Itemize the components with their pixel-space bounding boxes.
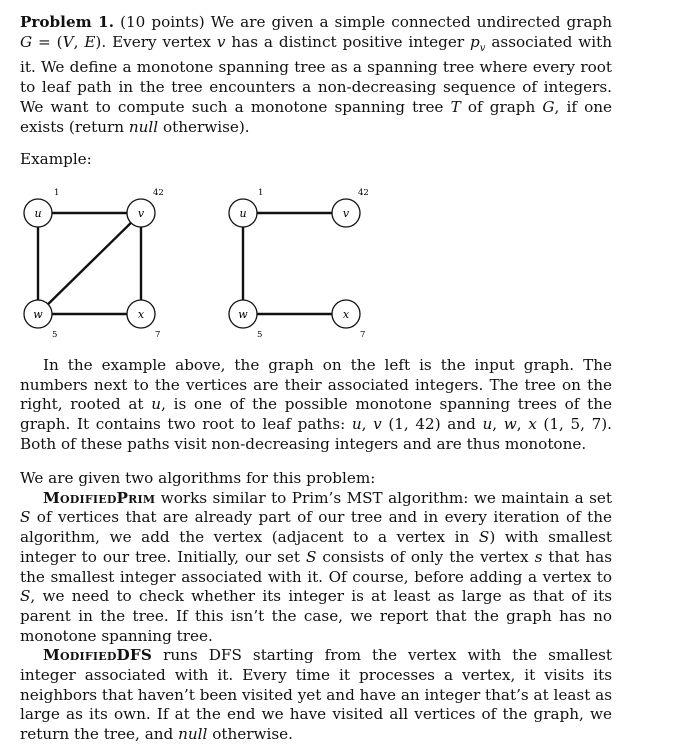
text-run: ModifiedPrim bbox=[43, 488, 156, 507]
text-run: In the example above, the graph on the left is the input graph. The numbers next to the vertices are their associated integers. The tree on the right, rooted at bbox=[20, 356, 612, 414]
text-run: S bbox=[478, 528, 490, 547]
text-run: We are given a simple connected undirected graph bbox=[210, 13, 613, 31]
text-run: otherwise). bbox=[158, 117, 250, 136]
node-x-label: x bbox=[137, 308, 145, 321]
tree-node-x-value: 7 bbox=[360, 330, 366, 340]
input-graph bbox=[38, 213, 141, 314]
algorithm-modified-dfs bbox=[20, 646, 612, 745]
node-u-value: 1 bbox=[54, 188, 60, 198]
text-run: of vertices that are already part of our tree and in every iteration of the algorithm, we add the vertex (adjacent to a vertex in bbox=[20, 508, 612, 547]
text-run: that has the smallest integer associated with it. Of course, before adding a vertex to bbox=[20, 547, 612, 586]
algorithms-section bbox=[20, 469, 612, 745]
text-run: , bbox=[361, 415, 374, 434]
text-run: otherwise. bbox=[207, 725, 293, 744]
text-run: G bbox=[542, 97, 555, 116]
node-v-label: v bbox=[137, 207, 145, 220]
text-run: has a distinct positive integer bbox=[225, 32, 471, 51]
problem-points: (10 points) bbox=[120, 13, 205, 31]
text-run: w bbox=[503, 415, 517, 434]
edge-w-v bbox=[38, 213, 141, 314]
node-w-label: w bbox=[33, 308, 43, 321]
node-v-value: 42 bbox=[153, 188, 164, 198]
text-run: T bbox=[450, 97, 461, 116]
text-run: v bbox=[373, 415, 382, 434]
text-run: x bbox=[528, 415, 537, 434]
text-run: , bbox=[73, 32, 85, 51]
text-run: ). Every vertex bbox=[95, 32, 217, 51]
text-run: null bbox=[178, 725, 208, 744]
text-run: of graph bbox=[460, 97, 543, 116]
tree-node-u-label: u bbox=[239, 207, 247, 220]
text-run: (1, 42) and bbox=[381, 415, 483, 434]
input-graph-nodes bbox=[24, 188, 164, 340]
problem-statement bbox=[20, 13, 612, 137]
spanning-tree-nodes bbox=[229, 188, 369, 340]
tree-node-v-value: 42 bbox=[358, 188, 369, 198]
problem-heading: Problem 1. bbox=[20, 13, 115, 31]
text-run: u bbox=[351, 415, 362, 434]
tree-node-w-label: w bbox=[238, 308, 248, 321]
text-run: S bbox=[20, 508, 31, 527]
text-run: V bbox=[62, 32, 74, 51]
problem-text bbox=[20, 13, 612, 136]
text-run: u bbox=[151, 395, 162, 414]
text-run: , is one of the possible monotone spanning trees of the graph. It contains two root to leaf paths: bbox=[20, 395, 613, 434]
tree-node-w-value: 5 bbox=[257, 330, 263, 340]
node-u-label: u bbox=[34, 207, 42, 220]
example-label: Example: bbox=[20, 150, 92, 168]
example-figure bbox=[0, 180, 685, 345]
text-run: S bbox=[306, 547, 317, 566]
text-run: E bbox=[84, 32, 96, 51]
text-run: , bbox=[516, 415, 529, 434]
text-run: u bbox=[482, 415, 493, 434]
tree-node-v-label: v bbox=[342, 207, 350, 220]
text-run: v bbox=[216, 32, 226, 51]
text-run: v bbox=[479, 42, 486, 54]
tree-node-x-label: x bbox=[342, 308, 350, 321]
node-w-value: 5 bbox=[52, 330, 58, 340]
example-description bbox=[20, 356, 612, 455]
text-run: , bbox=[492, 415, 504, 434]
text-run: s bbox=[534, 547, 543, 566]
text-run: ) with smallest integer to our tree. Initially, our set bbox=[20, 528, 612, 566]
text-run: ModifiedDFS bbox=[43, 646, 153, 665]
text-run: S bbox=[20, 587, 31, 606]
text-run: null bbox=[128, 117, 159, 136]
text-run: , if one exists (return bbox=[20, 97, 612, 136]
text-run: , we need to check whether its integer is at least as large as that of its parent in the tree. If this isn’t the case, we report that the graph has no monotone spanning tree. bbox=[20, 587, 612, 645]
text-run: = ( bbox=[32, 32, 63, 51]
spanning-tree bbox=[243, 213, 346, 314]
node-x-value: 7 bbox=[155, 330, 161, 340]
text-run: (1, 5, 7). Both of these paths visit non-decreasing integers and are thus monotone. bbox=[20, 415, 613, 453]
text-run: works similar to Prim’s MST algorithm: we maintain a set bbox=[155, 488, 612, 507]
algorithms-intro: We are given two algorithms for this problem: bbox=[20, 469, 376, 487]
text-run: consists of only the vertex bbox=[316, 547, 535, 566]
algorithm-modified-prim bbox=[20, 489, 612, 647]
text-run: G bbox=[20, 32, 33, 51]
text-run: p bbox=[470, 32, 480, 51]
tree-node-u-value: 1 bbox=[258, 188, 264, 198]
text-run: runs DFS starting from the vertex with the smallest integer associated with it. Every time it processes a vertex, it visits its neighbors that haven’t been visited yet and have an integer that’s at least as large as its own. If at the end we have visited all vertices of the graph, we return the tree, and bbox=[20, 646, 612, 744]
text-run: associated with it. We define a monotone spanning tree as a spanning tree where every root to leaf path in the tree encounters a non-decreasing sequence of integers. We want to compute such a monotone spanning tree bbox=[20, 32, 613, 116]
